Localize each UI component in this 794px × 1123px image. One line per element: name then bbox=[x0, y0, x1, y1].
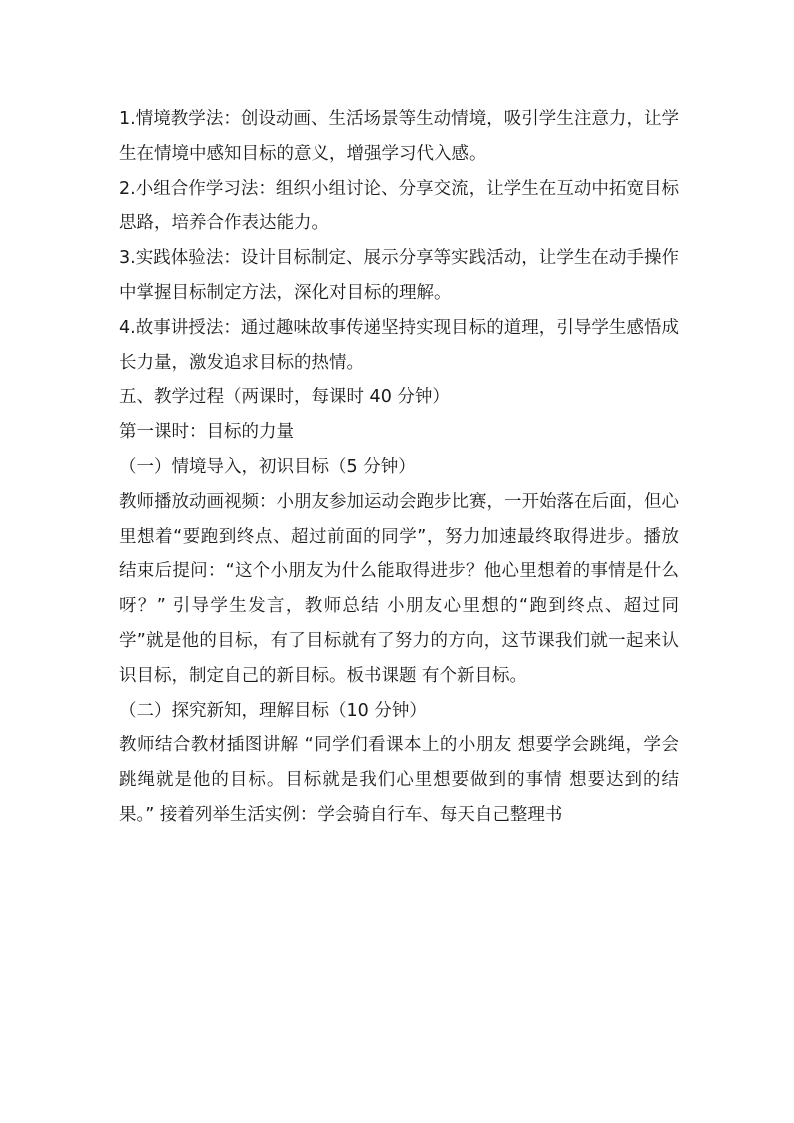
step-two-heading: （二）探究新知，理解目标（10 分钟） bbox=[119, 700, 427, 721]
method-2-group-cooperation: 2.小组合作学习法：组织小组讨论、分享交流，让学生在互动中拓宽目标思路，培养合作表达能力。 bbox=[119, 178, 679, 234]
method-1-situational: 1.情境教学法：创设动画、生活场景等生动情境，吸引学生注意力，让学生在情境中感知目标的意义，增强学习代入感。 bbox=[119, 109, 679, 164]
step-one-heading: （一）情境导入，初识目标（5 分钟） bbox=[119, 456, 416, 477]
method-3-practice: 3.实践体验法：设计目标制定、展示分享等实践活动，让学生在动手操作中掌握目标制定方法，深化对目标的理解。 bbox=[119, 248, 679, 303]
step-one-body: 教师播放动画视频：小朋友参加运动会跑步比赛，一开始落在后面，但心里想着“要跑到终点、超过前面的同学”，努力加速最终取得进步。播放结束后提问：“这个小朋友为什么能取得进步？他心里想着的事情是什么呀？” 引导学生发言，教师总结 小朋友心里想的“跑到终点、超过同学”就是他的目标，有了目标就有了努力的方向，这节课我们就一起来认识目标，制定自己的新目标。板书课题 有个新目标。 bbox=[119, 491, 679, 686]
method-4-storytelling: 4.故事讲授法：通过趣味故事传递坚持实现目标的道理，引导学生感悟成长力量，激发追求目标的热情。 bbox=[119, 317, 679, 373]
step-two-body: 教师结合教材插图讲解 “同学们看课本上的小朋友 想要学会跳绳，学会跳绳就是他的目标。目标就是我们心里想要做到的事情 想要达到的结果。” 接着列举生活实例：学会骑自行车、每天自己整理书 bbox=[119, 735, 679, 825]
section-heading-teaching-process: 五、教学过程（两课时，每课时 40 分钟） bbox=[119, 387, 450, 408]
lesson-one-title: 第一课时：目标的力量 bbox=[119, 422, 294, 443]
document-body bbox=[119, 102, 679, 833]
